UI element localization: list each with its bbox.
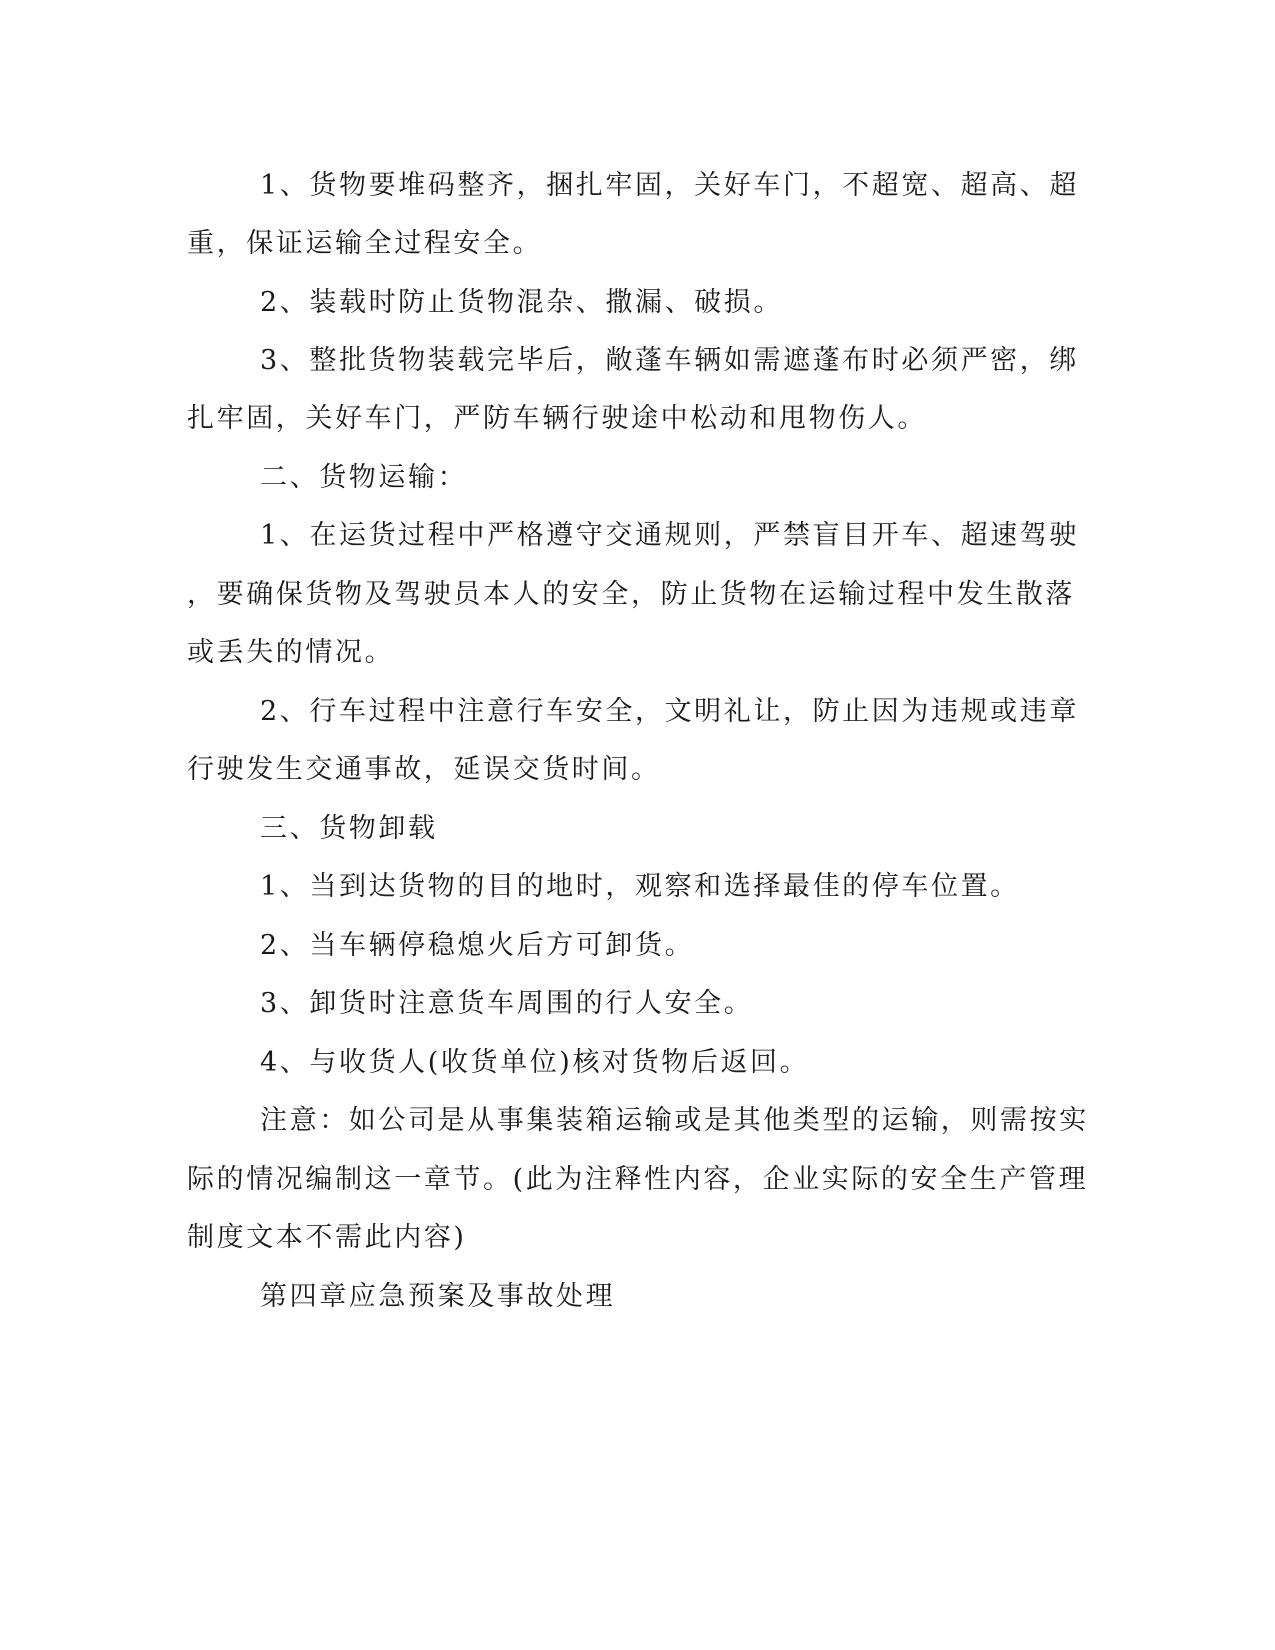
paragraph-transport-1-line-3: 或丢失的情况。 bbox=[187, 637, 395, 668]
section-heading-transport: 二、货物运输： bbox=[260, 462, 468, 493]
note-paragraph-line-2: 际的情况编制这一章节。(此为注释性内容，企业实际的安全生产管理 bbox=[187, 1164, 1089, 1195]
paragraph-transport-2-line-2: 行驶发生交通事故，延误交货时间。 bbox=[187, 754, 661, 785]
paragraph-loading-1-line-2: 重，保证运输全过程安全。 bbox=[187, 228, 543, 259]
paragraph-loading-3-line-1: 3、整批货物装载完毕后，敞蓬车辆如需遮蓬布时必须严密，绑 bbox=[260, 345, 1079, 376]
paragraph-transport-1-line-1: 1、在运货过程中严格遵守交通规则，严禁盲目开车、超速驾驶 bbox=[260, 520, 1079, 551]
note-paragraph-line-3: 制度文本不需此内容) bbox=[187, 1222, 467, 1253]
paragraph-unloading-4: 4、与收货人(收货单位)核对货物后返回。 bbox=[260, 1047, 810, 1078]
note-paragraph-line-1: 注意：如公司是从事集装箱运输或是其他类型的运输，则需按实 bbox=[260, 1105, 1089, 1136]
paragraph-transport-2-line-1: 2、行车过程中注意行车安全，文明礼让，防止因为违规或违章 bbox=[260, 696, 1079, 727]
chapter-heading: 第四章应急预案及事故处理 bbox=[260, 1281, 616, 1312]
paragraph-unloading-3: 3、卸货时注意货车周围的行人安全。 bbox=[260, 988, 754, 1019]
paragraph-loading-1-line-1: 1、货物要堆码整齐，捆扎牢固，关好车门，不超宽、超高、超 bbox=[260, 170, 1079, 201]
paragraph-loading-3-line-2: 扎牢固，关好车门，严防车辆行驶途中松动和甩物伤人。 bbox=[187, 403, 927, 434]
paragraph-loading-2: 2、装载时防止货物混杂、撒漏、破损。 bbox=[260, 287, 783, 318]
paragraph-unloading-2: 2、当车辆停稳熄火后方可卸货。 bbox=[260, 930, 695, 961]
paragraph-unloading-1: 1、当到达货物的目的地时，观察和选择最佳的停车位置。 bbox=[260, 871, 1020, 902]
paragraph-transport-1-line-2: ，要确保货物及驾驶员本人的安全，防止货物在运输过程中发生散落 bbox=[187, 579, 1075, 610]
section-heading-unloading: 三、货物卸载 bbox=[260, 813, 438, 844]
